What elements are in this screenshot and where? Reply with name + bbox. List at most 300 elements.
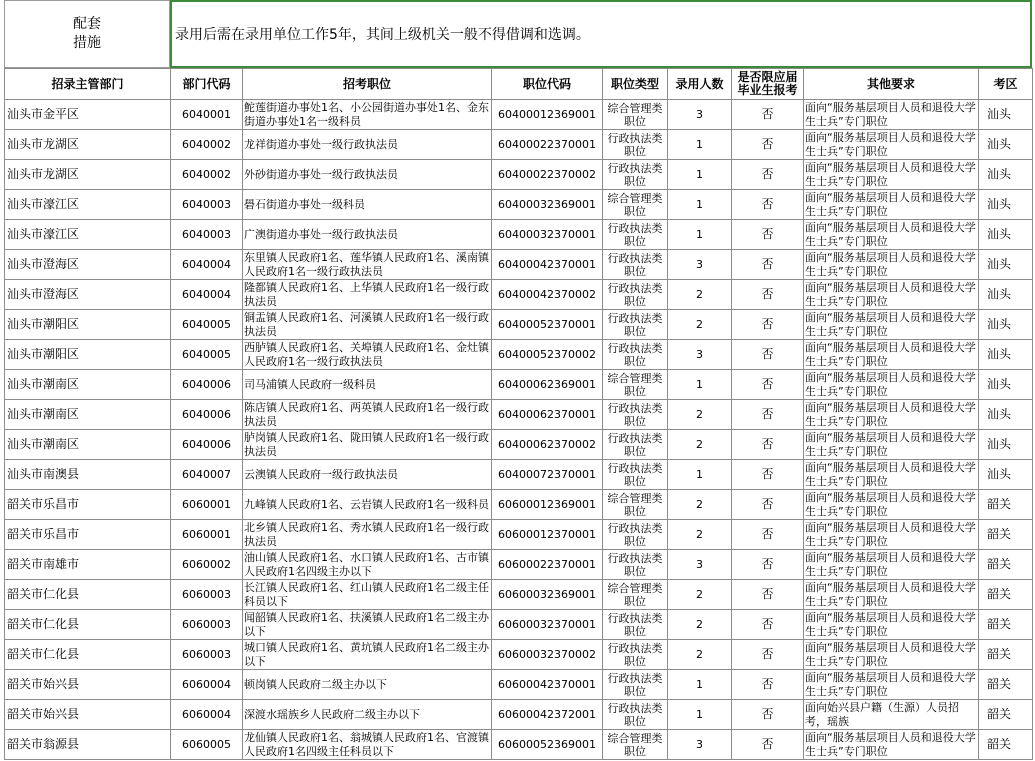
cell-other[interactable]: [804, 550, 979, 580]
cell-graduate-only[interactable]: [732, 340, 804, 370]
header-graduate-only[interactable]: 是否限应届毕业生报考: [732, 69, 804, 100]
cell-dept[interactable]: [5, 130, 171, 160]
cell-dept-code[interactable]: [171, 340, 243, 370]
cell-category[interactable]: [603, 100, 668, 130]
notice-label-line2: 措施: [73, 35, 101, 51]
cell-other[interactable]: [804, 730, 979, 760]
cell-category-text: 综合管理类职位: [607, 581, 663, 608]
cell-graduate-only[interactable]: [732, 430, 804, 460]
cell-graduate-only[interactable]: [732, 640, 804, 670]
cell-other[interactable]: [804, 580, 979, 610]
cell-other[interactable]: [804, 700, 979, 730]
cell-graduate-only[interactable]: [732, 370, 804, 400]
cell-exam-area-text: 汕头: [987, 437, 1012, 451]
notice-text: 录用后需在录用单位工作5年，其间上级机关一般不得借调和选调。: [175, 27, 590, 43]
cell-exam-area[interactable]: [979, 430, 1033, 460]
cell-position[interactable]: [243, 160, 492, 190]
cell-category[interactable]: [603, 130, 668, 160]
cell-category[interactable]: [603, 160, 668, 190]
cell-count[interactable]: [668, 220, 732, 250]
cell-dept-code[interactable]: [171, 580, 243, 610]
cell-graduate-only[interactable]: [732, 490, 804, 520]
table-row: [5, 490, 1033, 520]
cell-position[interactable]: [243, 310, 492, 340]
cell-dept-code[interactable]: [171, 460, 243, 490]
cell-dept-code-text: 6040005: [182, 347, 231, 361]
cell-position-code[interactable]: [492, 490, 603, 520]
cell-other-text: 面向“服务基层项目人员和退役大学生士兵”专门职位: [805, 161, 976, 188]
cell-position-code[interactable]: [492, 460, 603, 490]
cell-dept-code-text: 6060004: [182, 707, 231, 721]
header-dept[interactable]: 招录主管部门: [5, 69, 171, 100]
cell-position-code[interactable]: [492, 580, 603, 610]
cell-position-code[interactable]: [492, 670, 603, 700]
cell-exam-area[interactable]: [979, 400, 1033, 430]
cell-category[interactable]: [603, 430, 668, 460]
cell-dept-code[interactable]: [171, 160, 243, 190]
cell-graduate-only[interactable]: [732, 130, 804, 160]
cell-graduate-only[interactable]: [732, 460, 804, 490]
cell-dept-code[interactable]: [171, 310, 243, 340]
cell-category[interactable]: [603, 400, 668, 430]
cell-other[interactable]: [804, 160, 979, 190]
table-row: [5, 310, 1033, 340]
table-row: [5, 100, 1033, 130]
cell-dept-code[interactable]: [171, 700, 243, 730]
cell-position-code[interactable]: [492, 130, 603, 160]
cell-dept[interactable]: [5, 340, 171, 370]
cell-category[interactable]: [603, 700, 668, 730]
cell-count[interactable]: [668, 730, 732, 760]
cell-other-text: 面向“服务基层项目人员和退役大学生士兵”专门职位: [805, 551, 976, 578]
notice-text-cell[interactable]: [170, 0, 1032, 68]
cell-dept[interactable]: [5, 310, 171, 340]
cell-count[interactable]: [668, 280, 732, 310]
cell-position-code[interactable]: [492, 640, 603, 670]
cell-position-code[interactable]: [492, 250, 603, 280]
cell-position[interactable]: [243, 670, 492, 700]
cell-count[interactable]: [668, 310, 732, 340]
cell-position[interactable]: [243, 520, 492, 550]
cell-other[interactable]: [804, 280, 979, 310]
cell-graduate-only[interactable]: [732, 250, 804, 280]
cell-dept-text: 韶关市仁化县: [7, 587, 80, 601]
cell-category[interactable]: [603, 670, 668, 700]
cell-exam-area-text: 汕头: [987, 407, 1012, 421]
cell-position[interactable]: [243, 430, 492, 460]
cell-count[interactable]: [668, 460, 732, 490]
cell-category[interactable]: [603, 220, 668, 250]
cell-exam-area[interactable]: [979, 340, 1033, 370]
cell-other[interactable]: [804, 670, 979, 700]
cell-dept[interactable]: [5, 580, 171, 610]
cell-position-code-text: 60600052369001: [498, 737, 596, 751]
cell-count[interactable]: [668, 700, 732, 730]
cell-position[interactable]: [243, 700, 492, 730]
cell-exam-area[interactable]: [979, 610, 1033, 640]
cell-position-code[interactable]: [492, 550, 603, 580]
cell-other[interactable]: [804, 430, 979, 460]
cell-exam-area[interactable]: [979, 520, 1033, 550]
cell-dept[interactable]: [5, 700, 171, 730]
cell-dept-code[interactable]: [171, 610, 243, 640]
cell-other[interactable]: [804, 190, 979, 220]
cell-graduate-only[interactable]: [732, 400, 804, 430]
cell-graduate-only-text: 否: [761, 257, 774, 271]
cell-dept-code[interactable]: [171, 430, 243, 460]
cell-position-code-text: 60400022370001: [498, 137, 596, 151]
cell-graduate-only[interactable]: [732, 160, 804, 190]
cell-exam-area[interactable]: [979, 730, 1033, 760]
cell-count[interactable]: [668, 670, 732, 700]
cell-exam-area-text: 韶关: [987, 587, 1012, 601]
cell-graduate-only-text: 否: [761, 647, 774, 661]
cell-position[interactable]: [243, 100, 492, 130]
cell-exam-area-text: 汕头: [987, 287, 1012, 301]
cell-dept[interactable]: [5, 100, 171, 130]
header-position[interactable]: 招考职位: [243, 69, 492, 100]
cell-dept-code-text: 6040006: [182, 407, 231, 421]
cell-position-code[interactable]: [492, 310, 603, 340]
cell-count[interactable]: [668, 340, 732, 370]
cell-count[interactable]: [668, 190, 732, 220]
cell-category[interactable]: [603, 730, 668, 760]
cell-position-code-text: 60400062370001: [498, 407, 596, 421]
cell-dept[interactable]: [5, 220, 171, 250]
header-exam-area[interactable]: 考区: [979, 69, 1033, 100]
cell-count[interactable]: [668, 640, 732, 670]
cell-dept-code-text: 6060003: [182, 647, 231, 661]
cell-count[interactable]: [668, 100, 732, 130]
cell-other[interactable]: [804, 400, 979, 430]
cell-dept[interactable]: [5, 550, 171, 580]
cell-graduate-only[interactable]: [732, 280, 804, 310]
cell-count[interactable]: [668, 130, 732, 160]
cell-dept-code[interactable]: [171, 250, 243, 280]
cell-count-text: 2: [696, 497, 703, 511]
cell-other-text: 面向“服务基层项目人员和退役大学生士兵”专门职位: [805, 731, 976, 758]
cell-category-text: 行政执法类职位: [607, 431, 663, 458]
cell-dept[interactable]: [5, 670, 171, 700]
cell-position-text: 广澳街道办事处一级行政执法员: [244, 227, 398, 241]
cell-count-text: 1: [696, 227, 703, 241]
cell-position[interactable]: [243, 550, 492, 580]
cell-graduate-only-text: 否: [761, 167, 774, 181]
cell-graduate-only[interactable]: [732, 190, 804, 220]
cell-dept-code-text: 6060001: [182, 497, 231, 511]
cell-dept[interactable]: [5, 400, 171, 430]
cell-dept-text: 汕头市金平区: [7, 107, 80, 121]
cell-position[interactable]: [243, 460, 492, 490]
cell-dept-text: 韶关市翁源县: [7, 737, 80, 751]
cell-dept-text: 汕头市濠江区: [7, 197, 80, 211]
cell-dept-text: 韶关市乐昌市: [7, 527, 80, 541]
cell-other[interactable]: [804, 310, 979, 340]
table-row: [5, 340, 1033, 370]
cell-graduate-only-text: 否: [761, 617, 774, 631]
cell-exam-area[interactable]: [979, 370, 1033, 400]
cell-graduate-only[interactable]: [732, 550, 804, 580]
cell-dept-code[interactable]: [171, 550, 243, 580]
cell-dept-code[interactable]: [171, 130, 243, 160]
cell-dept-code-text: 6040003: [182, 197, 231, 211]
cell-position-text: 龙祥街道办事处一级行政执法员: [244, 137, 398, 151]
cell-graduate-only-text: 否: [761, 677, 774, 691]
cell-exam-area-text: 韶关: [987, 617, 1012, 631]
cell-other-text: 面向“服务基层项目人员和退役大学生士兵”专门职位: [805, 131, 976, 158]
cell-other[interactable]: [804, 460, 979, 490]
cell-dept-code[interactable]: [171, 100, 243, 130]
cell-category[interactable]: [603, 580, 668, 610]
cell-other-text: 面向“服务基层项目人员和退役大学生士兵”专门职位: [805, 671, 976, 698]
cell-dept[interactable]: [5, 610, 171, 640]
table-row: [5, 250, 1033, 280]
cell-count-text: 3: [696, 257, 703, 271]
cell-other[interactable]: [804, 490, 979, 520]
cell-exam-area[interactable]: [979, 250, 1033, 280]
cell-exam-area[interactable]: [979, 550, 1033, 580]
cell-exam-area-text: 汕头: [987, 227, 1012, 241]
cell-dept-code[interactable]: [171, 670, 243, 700]
cell-other[interactable]: [804, 100, 979, 130]
cell-category-text: 行政执法类职位: [607, 341, 663, 368]
cell-position-text: 油山镇人民政府1名、水口镇人民政府1名、古市镇人民政府1名四级主办以下: [244, 551, 489, 578]
cell-other[interactable]: [804, 340, 979, 370]
cell-dept-text: 汕头市潮南区: [7, 407, 80, 421]
cell-exam-area[interactable]: [979, 130, 1033, 160]
cell-other-text: 面向“服务基层项目人员和退役大学生士兵”专门职位: [805, 611, 976, 638]
cell-position-code-text: 60600032370002: [498, 647, 596, 661]
cell-position[interactable]: [243, 730, 492, 760]
cell-position[interactable]: [243, 490, 492, 520]
cell-position[interactable]: [243, 190, 492, 220]
cell-position-code-text: 60400032370001: [498, 227, 596, 241]
cell-position-code[interactable]: [492, 340, 603, 370]
cell-position-code[interactable]: [492, 280, 603, 310]
cell-position-text: 礐石街道办事处一级科员: [244, 197, 365, 211]
cell-count[interactable]: [668, 250, 732, 280]
cell-dept[interactable]: [5, 640, 171, 670]
cell-graduate-only[interactable]: [732, 610, 804, 640]
cell-position-code[interactable]: [492, 400, 603, 430]
cell-exam-area[interactable]: [979, 460, 1033, 490]
cell-other-text: 面向“服务基层项目人员和退役大学生士兵”专门职位: [805, 221, 976, 248]
cell-exam-area-text: 汕头: [987, 467, 1012, 481]
cell-position-code[interactable]: [492, 610, 603, 640]
cell-exam-area[interactable]: [979, 160, 1033, 190]
cell-position-code[interactable]: [492, 700, 603, 730]
cell-position-code[interactable]: [492, 220, 603, 250]
cell-graduate-only[interactable]: [732, 310, 804, 340]
cell-dept[interactable]: [5, 190, 171, 220]
cell-exam-area[interactable]: [979, 580, 1033, 610]
cell-dept[interactable]: [5, 490, 171, 520]
cell-dept-text: 韶关市乐昌市: [7, 497, 80, 511]
cell-graduate-only[interactable]: [732, 670, 804, 700]
cell-dept-code-text: 6040007: [182, 467, 231, 481]
cell-category-text: 综合管理类职位: [607, 731, 663, 758]
cell-count[interactable]: [668, 160, 732, 190]
cell-exam-area[interactable]: [979, 640, 1033, 670]
cell-position-code-text: 60600012370001: [498, 527, 596, 541]
cell-dept[interactable]: [5, 520, 171, 550]
cell-dept[interactable]: [5, 370, 171, 400]
cell-dept[interactable]: [5, 250, 171, 280]
cell-dept-code[interactable]: [171, 190, 243, 220]
cell-position-code-text: 60400072370001: [498, 467, 596, 481]
cell-dept-code[interactable]: [171, 400, 243, 430]
cell-graduate-only[interactable]: [732, 220, 804, 250]
cell-category[interactable]: [603, 520, 668, 550]
cell-position-text: 顿岗镇人民政府二级主办以下: [244, 677, 387, 691]
cell-position[interactable]: [243, 610, 492, 640]
cell-count-text: 3: [696, 737, 703, 751]
cell-dept-text: 韶关市始兴县: [7, 707, 80, 721]
cell-position[interactable]: [243, 400, 492, 430]
table-row: [5, 160, 1033, 190]
table-row: [5, 460, 1033, 490]
cell-position-code[interactable]: [492, 190, 603, 220]
cell-exam-area[interactable]: [979, 220, 1033, 250]
cell-position[interactable]: [243, 340, 492, 370]
cell-category-text: 行政执法类职位: [607, 701, 663, 728]
cell-dept-code[interactable]: [171, 730, 243, 760]
cell-position-text: 鮀莲街道办事处1名、小公园街道办事处1名、金东街道办事处1名一级科员: [244, 101, 489, 128]
cell-position-text: 云澳镇人民政府一级行政执法员: [244, 467, 398, 481]
cell-position-code-text: 60400062369001: [498, 377, 596, 391]
cell-position-text: 城口镇人民政府1名、黄坑镇人民政府1名二级主办以下: [244, 641, 489, 668]
cell-category-text: 行政执法类职位: [607, 401, 663, 428]
cell-category[interactable]: [603, 190, 668, 220]
cell-other[interactable]: [804, 610, 979, 640]
cell-count[interactable]: [668, 520, 732, 550]
cell-count[interactable]: [668, 430, 732, 460]
cell-dept[interactable]: [5, 160, 171, 190]
cell-position-code-text: 60600022370001: [498, 557, 596, 571]
cell-graduate-only[interactable]: [732, 580, 804, 610]
cell-position-code[interactable]: [492, 160, 603, 190]
cell-category[interactable]: [603, 550, 668, 580]
cell-count[interactable]: [668, 580, 732, 610]
cell-exam-area[interactable]: [979, 670, 1033, 700]
cell-count[interactable]: [668, 610, 732, 640]
header-row: [5, 69, 1033, 100]
cell-dept[interactable]: [5, 460, 171, 490]
cell-graduate-only[interactable]: [732, 100, 804, 130]
cell-exam-area-text: 汕头: [987, 167, 1012, 181]
cell-exam-area[interactable]: [979, 100, 1033, 130]
header-position-code[interactable]: 职位代码: [492, 69, 603, 100]
cell-other[interactable]: [804, 370, 979, 400]
cell-dept-code[interactable]: [171, 520, 243, 550]
cell-category[interactable]: [603, 610, 668, 640]
header-dept-code[interactable]: 部门代码: [171, 69, 243, 100]
cell-count-text: 1: [696, 137, 703, 151]
cell-category[interactable]: [603, 640, 668, 670]
cell-category-text: 行政执法类职位: [607, 551, 663, 578]
cell-count-text: 3: [696, 557, 703, 571]
cell-exam-area[interactable]: [979, 490, 1033, 520]
cell-other[interactable]: [804, 520, 979, 550]
cell-category[interactable]: [603, 310, 668, 340]
cell-exam-area[interactable]: [979, 280, 1033, 310]
cell-dept-code[interactable]: [171, 640, 243, 670]
cell-dept-text: 汕头市澄海区: [7, 257, 80, 271]
cell-dept-code[interactable]: [171, 280, 243, 310]
header-category[interactable]: 职位类型: [603, 69, 668, 100]
cell-position[interactable]: [243, 280, 492, 310]
cell-category[interactable]: [603, 490, 668, 520]
cell-category[interactable]: [603, 460, 668, 490]
cell-position[interactable]: [243, 580, 492, 610]
cell-category-text: 行政执法类职位: [607, 131, 663, 158]
cell-position-code[interactable]: [492, 520, 603, 550]
cell-position[interactable]: [243, 130, 492, 160]
cell-position-code[interactable]: [492, 100, 603, 130]
table-row: [5, 190, 1033, 220]
cell-graduate-only-text: 否: [761, 347, 774, 361]
table-row: [5, 220, 1033, 250]
cell-count[interactable]: [668, 550, 732, 580]
cell-dept[interactable]: [5, 430, 171, 460]
cell-position-code-text: 60400012369001: [498, 107, 596, 121]
cell-dept-text: 汕头市南澳县: [7, 467, 80, 481]
cell-position-code[interactable]: [492, 430, 603, 460]
cell-exam-area-text: 韶关: [987, 647, 1012, 661]
cell-graduate-only[interactable]: [732, 700, 804, 730]
cell-category[interactable]: [603, 370, 668, 400]
cell-category[interactable]: [603, 280, 668, 310]
cell-count[interactable]: [668, 400, 732, 430]
cell-other[interactable]: [804, 130, 979, 160]
header-count[interactable]: 录用人数: [668, 69, 732, 100]
cell-dept-text: 韶关市南雄市: [7, 557, 80, 571]
cell-position-code[interactable]: [492, 370, 603, 400]
cell-graduate-only[interactable]: [732, 520, 804, 550]
table-row: [5, 370, 1033, 400]
cell-position[interactable]: [243, 370, 492, 400]
cell-exam-area[interactable]: [979, 700, 1033, 730]
cell-category[interactable]: [603, 340, 668, 370]
cell-other[interactable]: [804, 250, 979, 280]
header-other[interactable]: 其他要求: [804, 69, 979, 100]
cell-dept-code[interactable]: [171, 370, 243, 400]
notice-label-cell[interactable]: [4, 0, 170, 68]
cell-position-code[interactable]: [492, 730, 603, 760]
cell-position[interactable]: [243, 220, 492, 250]
cell-position[interactable]: [243, 250, 492, 280]
cell-dept-code-text: 6040006: [182, 377, 231, 391]
cell-position[interactable]: [243, 640, 492, 670]
cell-exam-area[interactable]: [979, 310, 1033, 340]
cell-graduate-only-text: 否: [761, 437, 774, 451]
cell-other[interactable]: [804, 640, 979, 670]
cell-position-text: 龙仙镇人民政府1名、翁城镇人民政府1名、官渡镇人民政府1名四级主任科员以下: [244, 731, 489, 758]
cell-count[interactable]: [668, 490, 732, 520]
cell-dept[interactable]: [5, 730, 171, 760]
cell-graduate-only[interactable]: [732, 730, 804, 760]
cell-dept-code[interactable]: [171, 220, 243, 250]
cell-other-text: 面向“服务基层项目人员和退役大学生士兵”专门职位: [805, 641, 976, 668]
cell-count-text: 1: [696, 197, 703, 211]
cell-category[interactable]: [603, 250, 668, 280]
cell-dept[interactable]: [5, 280, 171, 310]
cell-exam-area[interactable]: [979, 190, 1033, 220]
cell-other[interactable]: [804, 220, 979, 250]
cell-dept-code[interactable]: [171, 490, 243, 520]
cell-count[interactable]: [668, 370, 732, 400]
cell-position-text: 九峰镇人民政府1名、云岩镇人民政府1名一级科员: [244, 497, 489, 511]
